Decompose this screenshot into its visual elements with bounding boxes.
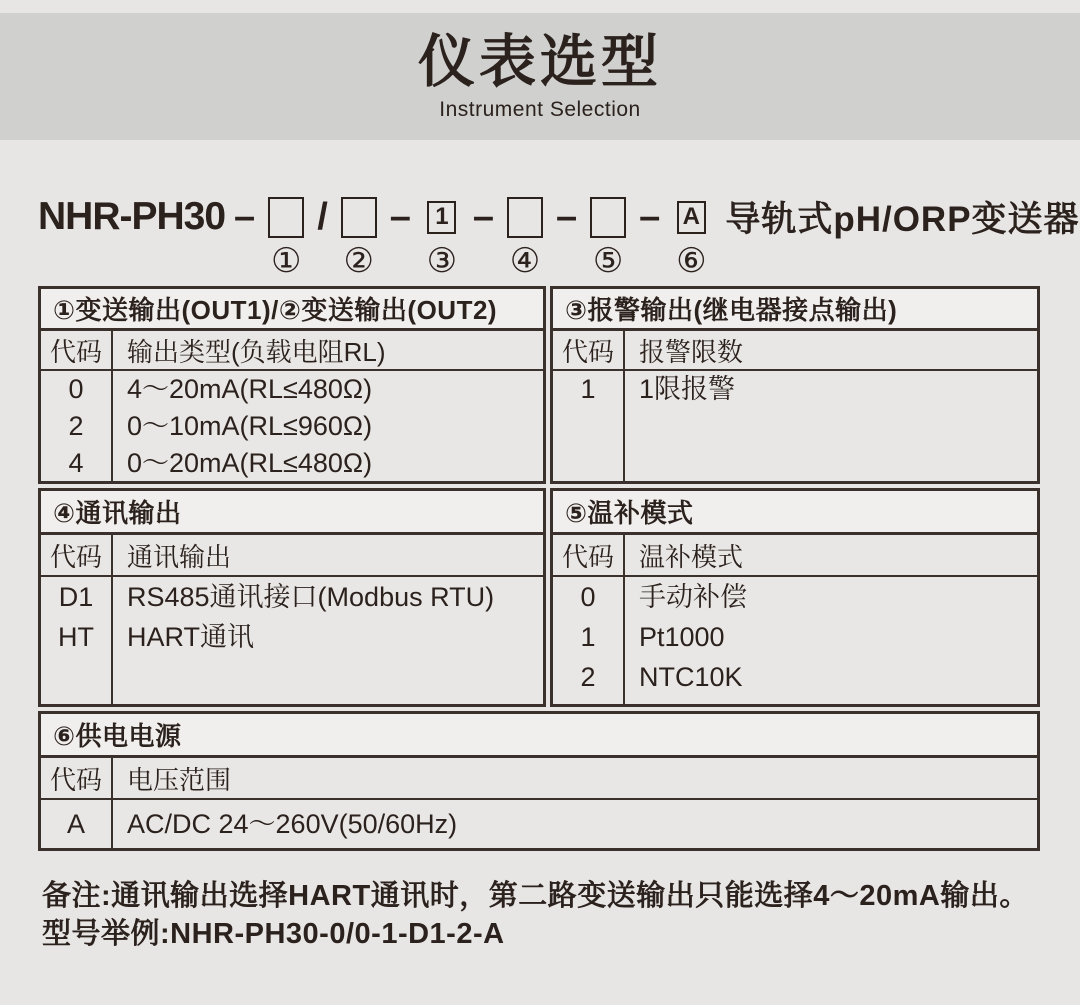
model-slots	[225, 194, 713, 280]
model-slot	[547, 194, 630, 280]
code-cell: HT	[58, 622, 94, 652]
value-cell: HART通讯	[127, 622, 255, 652]
dash-separator: –	[234, 196, 256, 238]
model-box	[507, 197, 543, 238]
value-header: 报警限数	[639, 336, 744, 367]
position-number: ⑥	[676, 242, 707, 280]
section-title: ④通讯输出	[41, 491, 543, 535]
table-body	[41, 577, 543, 704]
model-box-wrap	[337, 194, 381, 280]
value-cell: AC/DC 24～260V(50/60Hz)	[127, 809, 458, 839]
model-box: A	[677, 201, 706, 234]
model-slot	[225, 194, 308, 280]
section-title: ①变送输出(OUT1)/②变送输出(OUT2)	[41, 289, 543, 331]
dash-separator: –	[472, 196, 495, 238]
dash-separator: –	[556, 196, 578, 238]
model-prefix: NHR-PH30	[38, 195, 226, 238]
table-body	[41, 800, 1037, 848]
code-cells	[41, 371, 113, 481]
table-body	[553, 577, 1037, 704]
page-subtitle: Instrument Selection	[439, 97, 641, 121]
position-number: ③	[426, 242, 458, 280]
model-box-wrap	[264, 194, 308, 280]
code-header: 代码	[41, 535, 113, 575]
value-header: 通讯输出	[127, 541, 232, 572]
code-header: 代码	[553, 535, 625, 575]
top-strip	[0, 0, 1080, 13]
position-number: ②	[343, 242, 374, 280]
code-cells	[553, 371, 625, 481]
code-cell: 2	[580, 662, 596, 692]
model-box-wrap	[669, 194, 713, 280]
right-column	[550, 286, 1040, 707]
value-header: 电压范围	[127, 764, 232, 795]
dash-separator: /	[317, 196, 328, 238]
value-cell: NTC10K	[639, 662, 743, 692]
position-number: ⑤	[592, 242, 624, 280]
section-comm-output-table	[38, 488, 546, 707]
remark-note: 备注:通讯输出选择HART通讯时，第二路变送输出只能选择4～20mA输出。	[42, 880, 1029, 912]
code-cell: 0	[68, 374, 84, 404]
value-cell: 手动补偿	[639, 582, 747, 612]
model-slot	[308, 194, 381, 280]
code-cells	[41, 577, 113, 704]
code-cells	[553, 577, 625, 704]
code-cell: A	[66, 809, 85, 839]
value-cell: 0～20mA(RL≤480Ω)	[127, 448, 373, 478]
bottom-row	[38, 711, 1040, 851]
model-slot	[630, 194, 713, 280]
value-cells	[113, 800, 1037, 848]
table-body	[41, 371, 543, 481]
code-header: 代码	[41, 331, 113, 369]
section-power-supply-table	[38, 711, 1040, 851]
section-transmit-output-table	[38, 286, 546, 484]
value-cells	[113, 371, 543, 481]
value-cell: 4～20mA(RL≤480Ω)	[127, 374, 373, 404]
model-box	[268, 197, 304, 238]
section-title: ③报警输出(继电器接点输出)	[553, 289, 1037, 331]
value-cell: 1限报警	[639, 374, 736, 404]
code-cells	[41, 800, 113, 848]
value-cell: RS485通讯接口(Modbus RTU)	[127, 582, 495, 612]
column-header-row	[41, 758, 1037, 800]
position-number: ④	[509, 242, 541, 280]
code-cell: D1	[58, 582, 94, 612]
section-title: ⑤温补模式	[553, 491, 1037, 535]
dash-separator: –	[389, 196, 411, 238]
selection-tables	[38, 286, 1040, 851]
code-header: 代码	[553, 331, 625, 369]
table-body	[553, 371, 1037, 481]
code-cell: 1	[580, 374, 596, 404]
value-cell: 0～10mA(RL≤960Ω)	[127, 411, 373, 441]
model-line	[38, 192, 1080, 280]
model-box: 1	[427, 201, 456, 234]
model-box	[590, 197, 626, 238]
column-header-row	[41, 535, 543, 577]
section-temp-comp-table	[550, 488, 1040, 707]
model-box	[341, 197, 377, 238]
column-header-row	[553, 331, 1037, 371]
column-header-row	[553, 535, 1037, 577]
section-title: ⑥供电电源	[41, 714, 1037, 758]
code-cell: 4	[68, 448, 84, 478]
model-suffix: 导轨式pH/ORP变送器	[725, 200, 1080, 239]
value-cell: Pt1000	[639, 622, 725, 652]
value-header: 温补模式	[639, 541, 744, 572]
model-box-wrap	[420, 194, 464, 280]
section-alarm-output-table	[550, 286, 1040, 484]
model-box-wrap	[586, 194, 630, 280]
value-cells	[625, 577, 1037, 704]
code-cell: 2	[68, 411, 84, 441]
code-cell: 1	[580, 622, 596, 652]
model-box-wrap	[503, 194, 547, 280]
title-band	[0, 13, 1080, 140]
code-header: 代码	[41, 758, 113, 798]
page-title: 仪表选型	[418, 30, 662, 95]
code-cell: 0	[580, 582, 596, 612]
model-code-line	[38, 192, 1080, 280]
value-cells	[625, 371, 1037, 481]
position-number: ①	[270, 242, 302, 280]
column-header-row	[41, 331, 543, 371]
notes	[42, 877, 1080, 953]
model-slot	[464, 194, 547, 280]
value-header: 输出类型(负载电阻RL)	[127, 336, 386, 367]
dash-separator: –	[639, 196, 661, 238]
left-column	[38, 286, 546, 707]
model-example: 型号举例:NHR-PH30-0/0-1-D1-2-A	[42, 918, 505, 950]
value-cells	[113, 577, 543, 704]
model-slot	[381, 194, 464, 280]
